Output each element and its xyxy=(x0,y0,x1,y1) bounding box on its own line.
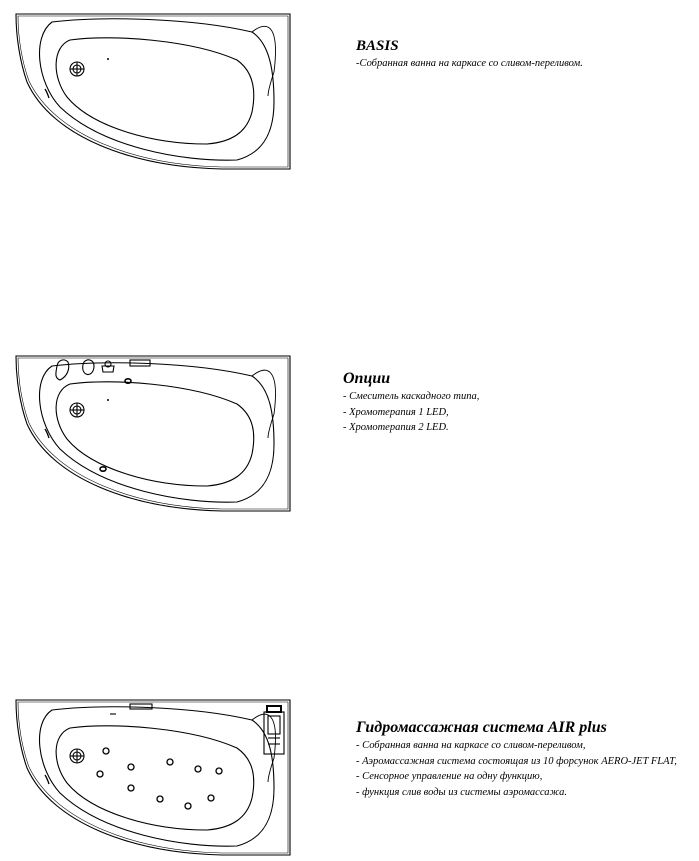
aero-jet xyxy=(97,771,103,777)
list-item: - Хромотерапия 2 LED. xyxy=(343,422,449,433)
aero-jet xyxy=(195,766,201,772)
list-item: - Хромотерапия 1 LED, xyxy=(343,406,449,418)
bathtub-basis-drawing xyxy=(12,12,294,172)
bathtub-options-drawing xyxy=(12,354,294,514)
section-title-options: Опции xyxy=(343,370,391,387)
list-item: - Аэромассажная система состоящая из 10 форсунок AERO-JET FLAT, xyxy=(356,755,677,767)
aero-jet xyxy=(208,795,214,801)
section-items-options xyxy=(343,389,479,436)
aero-jet xyxy=(185,803,191,809)
section-title-air-plus: Гидромассажная система AIR plus xyxy=(356,719,607,736)
aero-jet xyxy=(128,785,134,791)
aero-jet xyxy=(128,764,134,770)
list-item: - Собранная ванна на каркасе со сливом-переливом, xyxy=(356,740,586,751)
list-item: - Сенсорное управление на одну функцию, xyxy=(356,771,543,782)
section-items-air-plus xyxy=(356,738,677,800)
aero-jet xyxy=(103,748,109,754)
aero-jet xyxy=(216,768,222,774)
list-item: - функция слив воды из системы аэромассажа. xyxy=(356,786,567,798)
list-item: - Смеситель каскадного типа, xyxy=(343,391,480,402)
bathtub-air-plus-drawing xyxy=(12,698,294,858)
aero-jet xyxy=(167,759,173,765)
section-title-basis: BASIS xyxy=(356,38,399,54)
section-items-basis xyxy=(356,56,583,72)
list-item: -Собранная ванна на каркасе со сливом-переливом. xyxy=(356,58,583,69)
aero-jet xyxy=(157,796,163,802)
